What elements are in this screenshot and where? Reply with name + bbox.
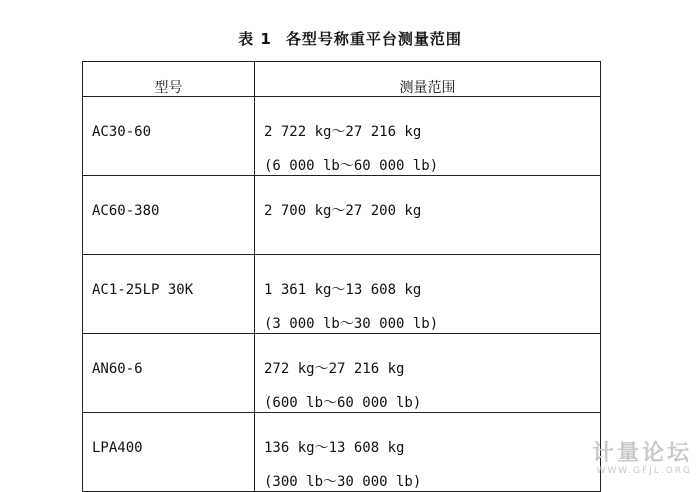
table-row [83, 255, 601, 334]
range-cell [255, 176, 601, 255]
watermark-text: 计量论坛 [591, 441, 692, 466]
watermark-url: WWW.GFJL.ORG [596, 466, 692, 476]
range-kg: 272 kg～27 216 kg [264, 361, 405, 377]
model-value: AC30-60 [92, 124, 152, 140]
range-lb: (600 lb～60 000 lb) [264, 395, 422, 411]
range-kg: 1 361 kg～13 608 kg [264, 282, 422, 298]
table-row [83, 176, 601, 255]
range-cell [255, 334, 601, 413]
table-row [83, 413, 601, 492]
model-cell [83, 176, 255, 255]
range-cell [255, 97, 601, 176]
table-title [0, 28, 700, 49]
table-number: 表 1 [238, 30, 272, 48]
table-caption: 各型号称重平台测量范围 [285, 30, 462, 48]
model-value: AN60-6 [92, 361, 143, 377]
range-lb [264, 236, 600, 254]
model-value: AC60-380 [92, 203, 160, 219]
table-header-row [83, 62, 601, 97]
range-kg: 136 kg～13 608 kg [264, 440, 405, 456]
model-value: AC1-25LP 30K [92, 282, 194, 298]
range-lb: (6 000 lb～60 000 lb) [264, 158, 439, 174]
forum-watermark [592, 442, 692, 476]
range-cell [255, 255, 601, 334]
model-value: LPA400 [92, 440, 143, 456]
measurement-range-table [82, 61, 601, 492]
table-row [83, 97, 601, 176]
range-lb: (300 lb～30 000 lb) [264, 474, 422, 490]
model-cell [83, 334, 255, 413]
model-cell [83, 255, 255, 334]
header-range: 测量范围 [255, 62, 601, 97]
range-cell [255, 413, 601, 492]
range-lb: (3 000 lb～30 000 lb) [264, 316, 439, 332]
range-kg: 2 700 kg～27 200 kg [264, 203, 422, 219]
header-model: 型号 [83, 62, 255, 97]
model-cell [83, 413, 255, 492]
model-cell [83, 97, 255, 176]
table-row [83, 334, 601, 413]
range-kg: 2 722 kg～27 216 kg [264, 124, 422, 140]
